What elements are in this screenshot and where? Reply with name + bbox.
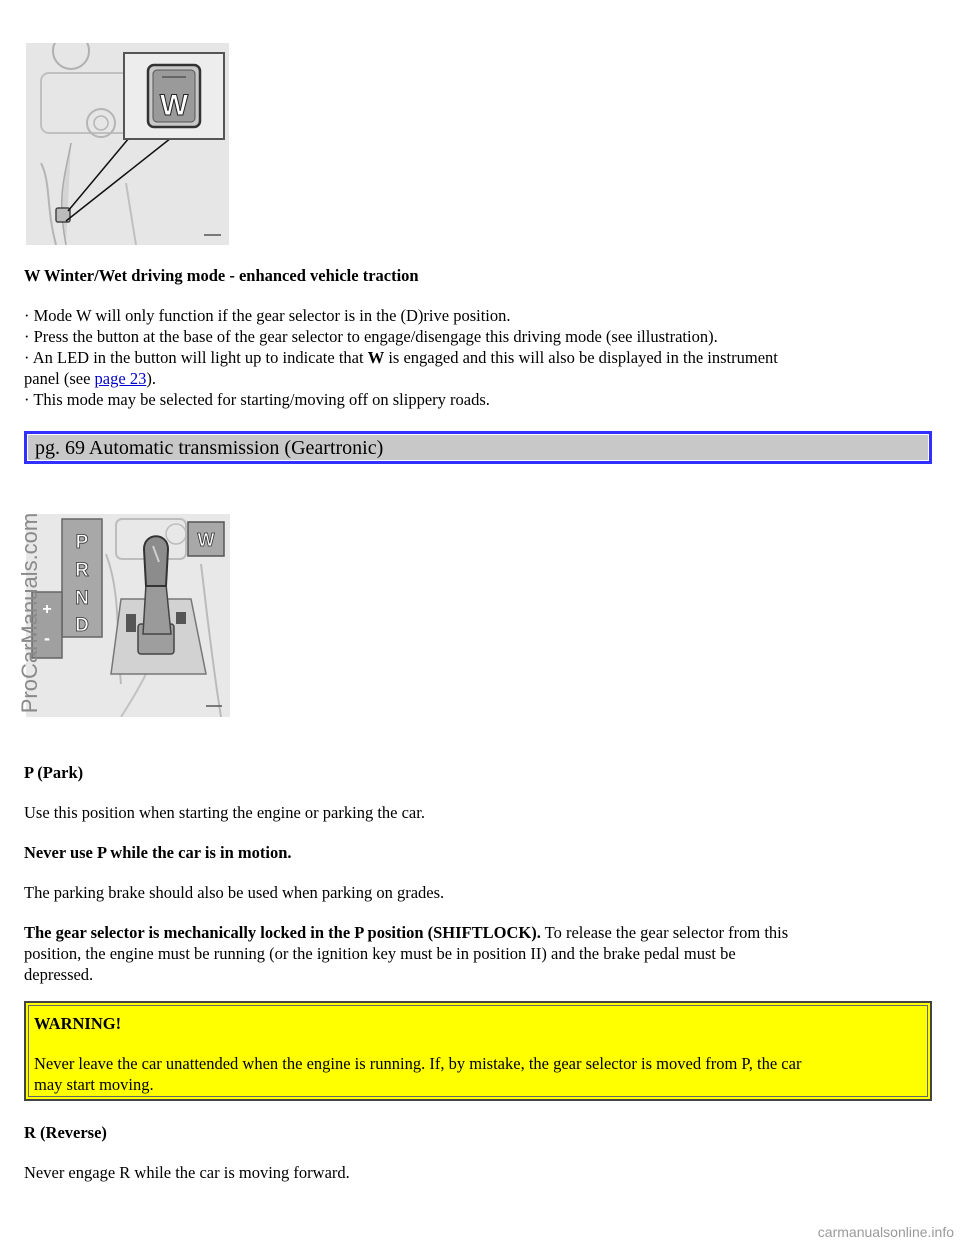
reverse-heading: R (Reverse) [24,1123,107,1142]
warning-box [24,1001,932,1101]
bullet-3-text-a: · An LED in the button will light up to indicate that [24,348,368,367]
w-mode-bullet-2: · Press the button at the base of the gear selector to engage/disengage this driving mode (see illustration). [24,327,718,346]
warning-line-1: Never leave the car unattended when the engine is running. If, by mistake, the gear selector is moved from P, the car [34,1054,802,1073]
shiftlock-bold-text: The gear selector is mechanically locked in the P position (SHIFTLOCK). [24,923,541,942]
bullet-3-bold-w: W [367,348,385,367]
w-mode-bullet-1: · Mode W will only function if the gear selector is in the (D)rive position. [24,306,511,325]
w-button-letter: W [159,89,189,122]
illustration-gear-selector [26,514,230,717]
park-paragraph-4-line3: depressed. [24,965,94,984]
gear-selector-drawing [26,514,230,717]
w-mode-heading: W Winter/Wet driving mode - enhanced vehicle traction [24,266,419,285]
park-heading: P (Park) [24,763,84,782]
gate-letter-n: N [75,588,89,609]
park-paragraph-4-line1 [24,922,788,943]
park-paragraph-1: Use this position when starting the engine or parking the car. [24,803,425,822]
w-mode-bullet-4: · This mode may be selected for starting/moving off on slippery roads. [24,390,490,409]
side-watermark: ProCarManuals.com [17,512,42,714]
manual-minus: - [44,628,50,648]
bullet-3-line2-a: panel (see [24,369,95,388]
illustration-w-button [26,43,229,245]
reverse-paragraph-1: Never engage R while the car is moving forward. [24,1163,350,1182]
shiftlock-rest-text: To release the gear selector from this [540,923,789,942]
park-paragraph-3: The parking brake should also be used when parking on grades. [24,883,445,902]
section-title: pg. 69 Automatic transmission (Geartronic) [35,437,384,459]
section-header-bar [24,431,932,464]
gate-letter-d: D [75,615,89,636]
warning-line-2: may start moving. [34,1075,154,1094]
park-paragraph-2: Never use P while the car is in motion. [24,843,292,862]
manual-plus: + [42,601,52,618]
warning-title: WARNING! [34,1014,122,1033]
w-mode-bullet-3 [24,347,778,368]
bullet-3-text-b: is engaged and this will also be displayed in the instrument [384,348,778,367]
page-23-link[interactable]: page 23 [94,369,147,388]
footer-watermark: carmanualsonline.info [817,1224,954,1240]
w-mode-bullet-3-line2 [24,368,156,389]
side-letter-w: W [197,530,215,550]
gate-letter-r: R [75,560,89,581]
w-button-drawing [26,43,229,245]
gate-letter-p: P [75,532,89,553]
park-paragraph-4-line2: position, the engine must be running (or the ignition key must be in position II) and the brake pedal must be [24,944,736,963]
bullet-3-line2-b: ). [146,369,156,388]
